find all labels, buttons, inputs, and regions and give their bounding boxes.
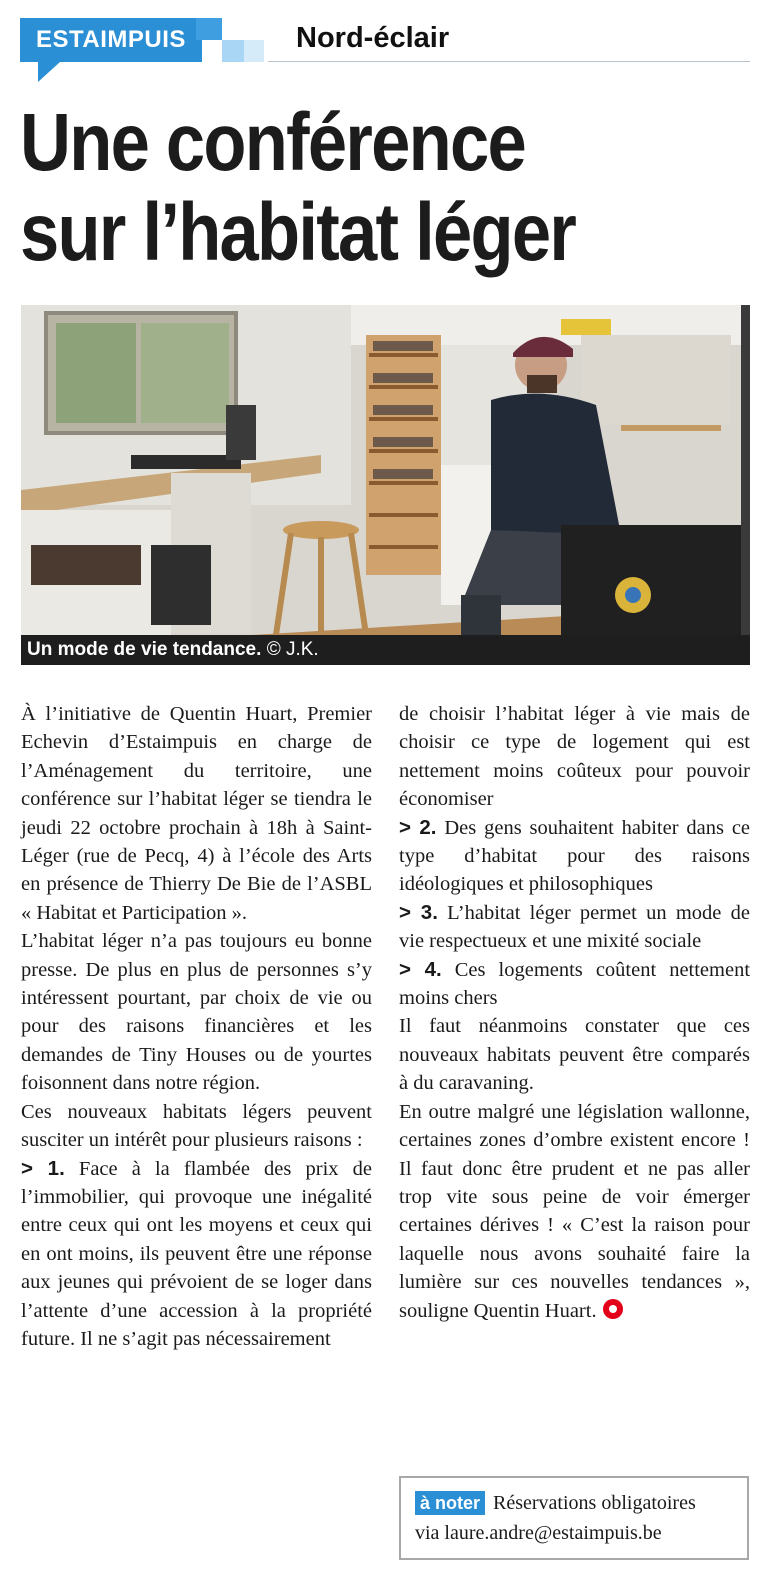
article-header: [20, 18, 750, 84]
reason-4: [399, 956, 750, 1013]
article-title: [20, 98, 656, 278]
reason-2-text: Des gens souhaitent habiter dans ce type d’habitat pour des raisons idéologiques et philosophiques: [399, 816, 751, 896]
note-label: à noter: [415, 1491, 485, 1515]
reason-1-number: > 1.: [21, 1156, 65, 1180]
paragraph-intro: À l’initiative de Quentin Huart, Premier Echevin d’Estaimpuis en charge de l’Aménagement du territoire, une conférence sur l’habitat léger se tiendra le jeudi 22 octobre prochain à 18h à Saint-Léger (rue de Pecq, 4) à l’école des Arts en présence de Thierry De Bie de l’ASBL « Habitat et Participation ».: [21, 703, 372, 924]
photo-illustration: [21, 305, 750, 665]
paragraph-reasons-intro: Ces nouveaux habitats légers peuvent susciter un intérêt pour plusieurs raisons :: [21, 1100, 372, 1152]
photo-caption: [21, 635, 750, 665]
paragraph-context: L’habitat léger n’a pas toujours eu bonne presse. De plus en plus de personnes s’y intéressent pourtant, par choix de vie ou pour des raisons financières et les demandes de Tiny Houses ou de yourtes foisonnent dans notre région.: [21, 930, 372, 1095]
reason-4-text: Ces logements coûtent nettement moins chers: [399, 958, 751, 1010]
reason-4-number: > 4.: [399, 957, 442, 981]
title-line-2: sur l’habitat léger: [20, 187, 576, 278]
note-contact-email: via laure.andre@estaimpuis.be: [415, 1522, 662, 1544]
title-line-1: Une conférence: [20, 97, 525, 188]
reason-1-text: Face à la flambée des prix de l’immobilier, qui provoque une inégalité entre ceux qui ont les moyens et ceux qui en ont moins, ils peuvent être une réponse aux jeunes qui prévoient de se loger dans l’attente d’une accession à la propriété future. Il ne s’agit pas nécessairement: [21, 1157, 373, 1350]
reason-3-number: > 3.: [399, 900, 438, 924]
conclusion-text: En outre malgré une législation wallonne, certaines zones d’ombre existent encore ! Il faut donc être prudent et ne pas aller trop vite sous peine de voir émerger certaines dérives ! « C’est la raison pour laquelle nous avons souhaité faire la lumière sur ces nouvelles tendances », souligne Quentin Huart.: [399, 1100, 750, 1322]
article-column-right: [399, 700, 750, 1325]
section-tag: ESTAIMPUIS: [20, 18, 202, 62]
caption-text: Un mode de vie tendance.: [27, 639, 262, 660]
reason-2: [399, 814, 750, 899]
section-tag-pointer: [38, 62, 60, 82]
header-divider: [268, 61, 750, 62]
end-of-article-dot-icon: [603, 1299, 623, 1319]
article-photo: [21, 305, 750, 665]
article-column-left: [21, 700, 372, 1353]
paragraph-caveat: Il faut néanmoins constater que ces nouveaux habitats peuvent être comparés à du caravaning.: [399, 1015, 750, 1095]
reason-3-text: L’habitat léger permet un mode de vie respectueux et une mixité sociale: [399, 901, 751, 953]
reason-1-continued: de choisir l’habitat léger à vie mais de choisir ce type de logement qui est nettement moins coûteux pour pouvoir économiser: [399, 703, 750, 811]
reason-3: [399, 899, 750, 956]
reason-1: [21, 1155, 372, 1354]
note-reservation-text: Réservations obligatoires: [493, 1492, 696, 1514]
reason-2-number: > 2.: [399, 815, 437, 839]
note-box: [399, 1476, 749, 1560]
header-decoration: [196, 18, 268, 62]
photo-credit: © J.K.: [266, 639, 319, 660]
paragraph-conclusion: [399, 1098, 750, 1325]
newspaper-masthead: Nord-éclair: [296, 22, 450, 54]
